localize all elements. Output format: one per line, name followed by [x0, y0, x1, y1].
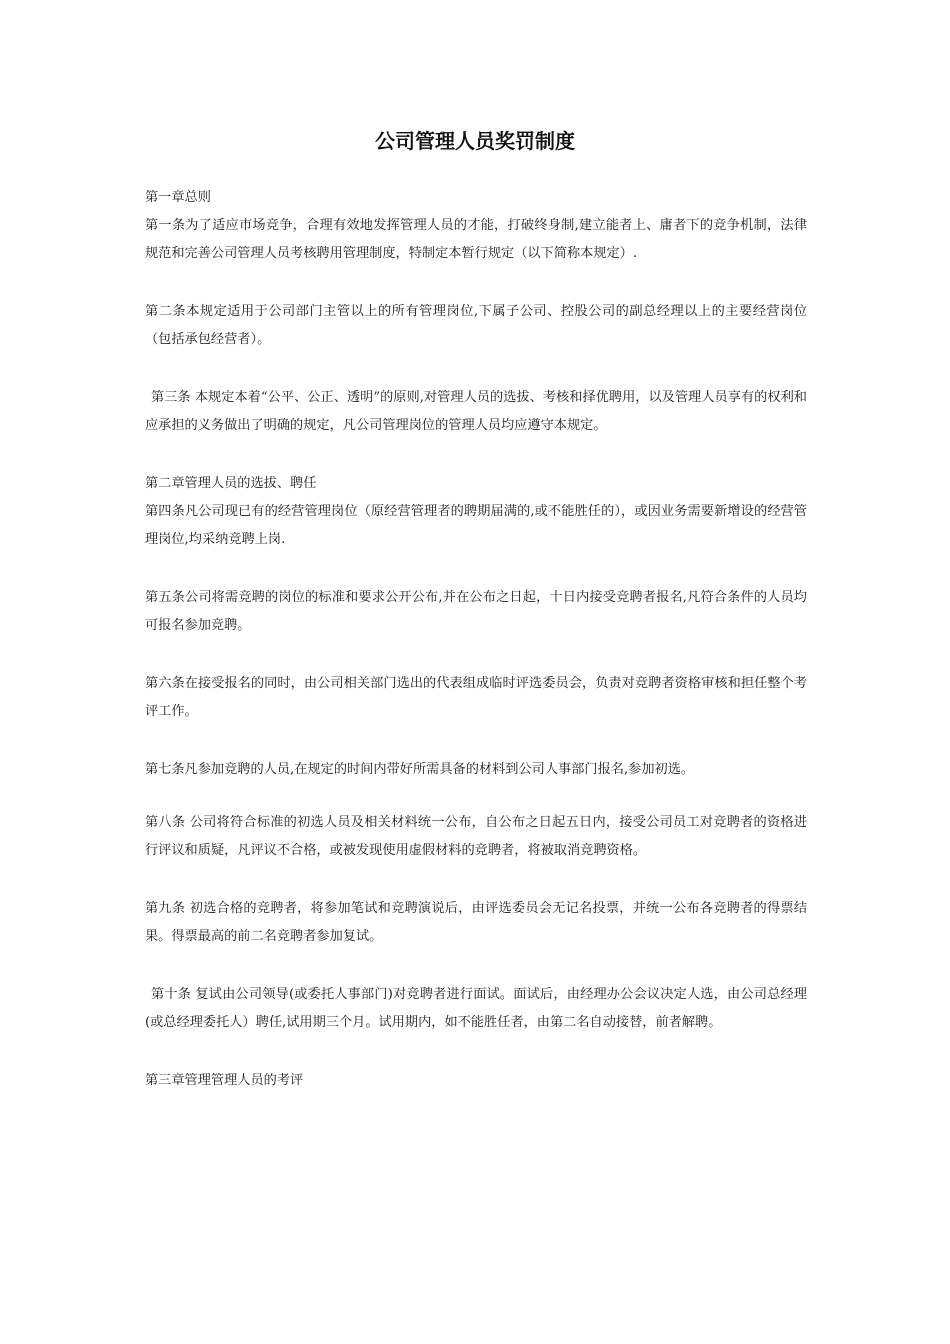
- document-title: 公司管理人员奖罚制度: [375, 129, 575, 153]
- document-body: [145, 184, 807, 1095]
- chapter-heading-2: 第二章管理人员的选拔、聘任: [145, 476, 317, 491]
- chapter-heading-1: 第一章总则: [145, 190, 211, 205]
- article-5: 第五条公司将需竞聘的岗位的标准和要求公开公布,并在公布之日起，十日内接受竞聘者报名,凡符合条件的人员均可报名参加竞聘。: [145, 590, 807, 633]
- chapter-heading-3: 第三章管理管理人员的考评: [145, 1073, 304, 1088]
- article-1: 第一条为了适应市场竞争，合理有效地发挥管理人员的才能，打破终身制,建立能者上、庸者下的竞争机制，法律规范和完善公司管理人员考核聘用管理制度，特制定本暂行规定（以下简称本规定）.: [145, 218, 807, 261]
- article-4: 第四条凡公司现已有的经营管理岗位（原经营管理者的聘期届满的,或不能胜任的），或因业务需要新增设的经营管理岗位,均采纳竞聘上岗.: [145, 504, 807, 547]
- article-8: 第八条 公司将符合标准的初选人员及相关材料统一公布，自公布之日起五日内，接受公司员工对竞聘者的资格进行评议和质疑，凡评议不合格，或被发现使用虚假材料的竞聘者，将被取消竞聘资格。: [145, 815, 807, 858]
- article-2: 第二条本规定适用于公司部门主管以上的所有管理岗位,下属子公司、控股公司的副总经理以上的主要经营岗位（包括承包经营者）。: [145, 304, 807, 347]
- article-3: 第三条 本规定本着“公平、公正、透明”的原则,对管理人员的选拔、考核和择优聘用，以及管理人员享有的权利和应承担的义务做出了明确的规定，凡公司管理岗位的管理人员均应遵守本规定。: [145, 390, 807, 433]
- article-7: 第七条凡参加竞聘的人员,在规定的时间内带好所需具备的材料到公司人事部门报名,参加初选。: [145, 762, 695, 777]
- article-6: 第六条在接受报名的同时，由公司相关部门选出的代表组成临时评选委员会，负责对竞聘者资格审核和担任整个考评工作。: [145, 676, 807, 719]
- article-9: 第九条 初选合格的竞聘者，将参加笔试和竞聘演说后，由评选委员会无记名投票，并统一公布各竞聘者的得票结果。得票最高的前二名竞聘者参加复试。: [145, 901, 807, 944]
- article-10: 第十条 复试由公司领导(或委托人事部门)对竞聘者进行面试。面试后，由经理办公会议决定人选，由公司总经理(或总经理委托人）聘任,试用期三个月。试用期内，如不能胜任者，由第二名自动接替，前者解聘。: [145, 987, 807, 1030]
